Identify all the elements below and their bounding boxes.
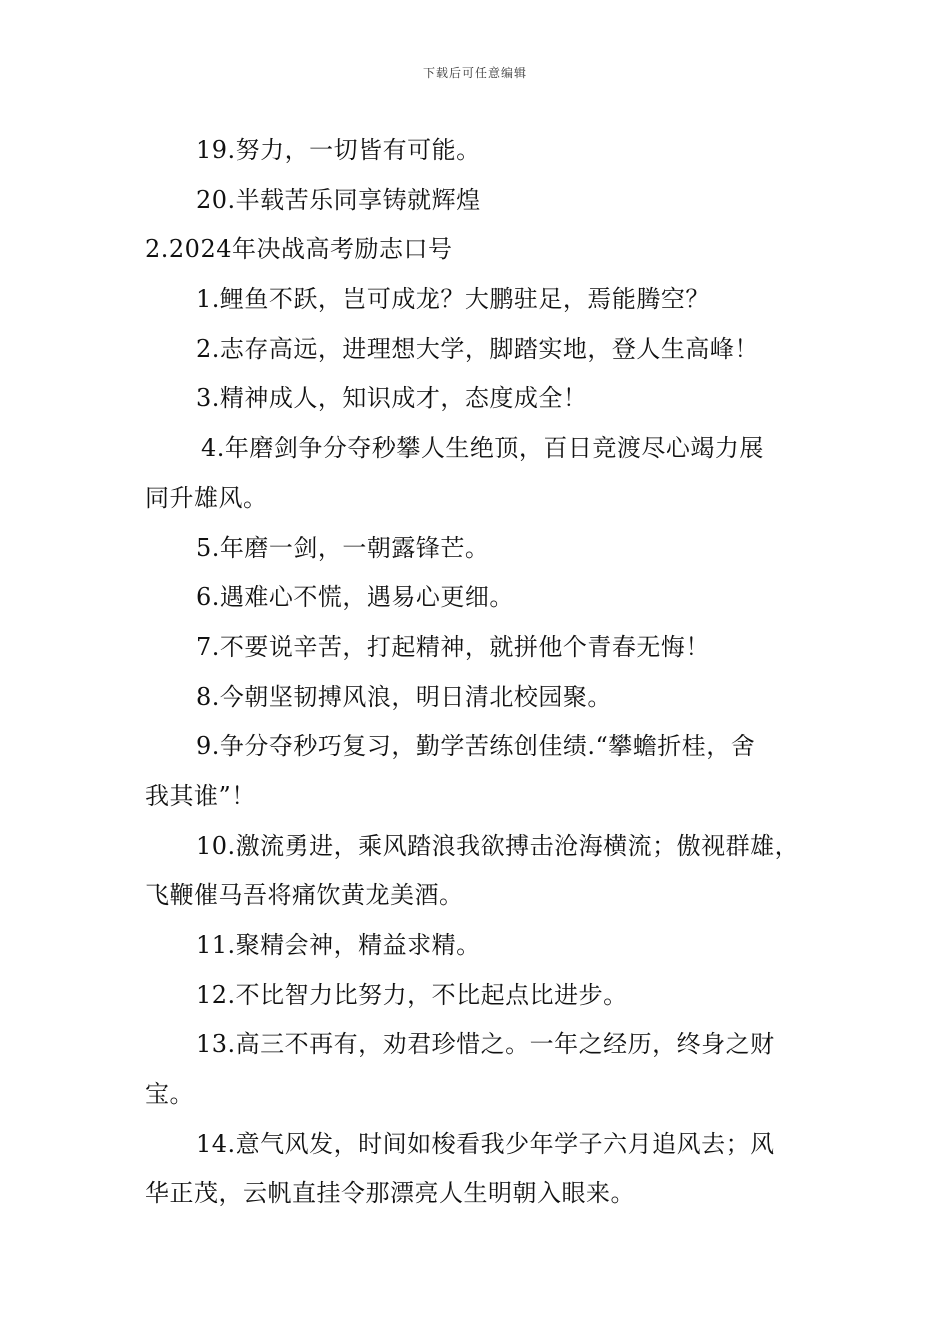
page-header: 下载后可任意编辑 [422, 66, 527, 80]
list-item: 7.不要说辛苦，打起精神，就拼他个青春无悔！ [196, 632, 710, 661]
list-item: 2.志存高远，进理想大学，脚踏实地，登人生高峰！ [196, 334, 759, 363]
list-item: 10.激流勇进，乘风踏浪我欲搏击沧海横流；傲视群雄， [196, 831, 800, 860]
list-item-continuation: 我其谁”！ [145, 781, 256, 810]
list-item: 12.不比智力比努力，不比起点比进步。 [196, 980, 628, 1009]
list-item-continuation: 宝。 [145, 1080, 194, 1109]
list-item: 11.聚精会神，精益求精。 [196, 931, 481, 959]
list-item-continuation: 同升雄风。 [145, 483, 268, 512]
list-item-continuation: 华正茂，云帆直挂令那漂亮人生明朝入眼来。 [145, 1179, 635, 1208]
list-item-continuation: 飞鞭催马吾将痛饮黄龙美酒。 [145, 881, 464, 910]
list-item: 6.遇难心不慌，遇易心更细。 [196, 583, 514, 612]
list-item: 9.争分夺秒巧复习，勤学苦练创佳绩.“攀蟾折桂，舍 [196, 732, 756, 761]
document-body [145, 126, 813, 1219]
list-item: 19.努力，一切皆有可能。 [196, 136, 481, 164]
list-item: 4.年磨剑争分夺秒攀人生绝顶，百日竞渡尽心竭力展 [201, 434, 764, 463]
list-item: 1.鲤鱼不跃，岂可成龙？大鹏驻足，焉能腾空？ [196, 285, 710, 314]
list-item: 20.半载苦乐同享铸就辉煌 [196, 185, 481, 214]
section-heading: 2.2024年决战高考励志口号 [145, 235, 453, 264]
list-item: 13.高三不再有，劝君珍惜之。一年之经历，终身之财 [196, 1030, 775, 1059]
list-item: 8.今朝坚韧搏风浪，明日清北校园聚。 [196, 682, 612, 711]
list-item: 3.精神成人，知识成才，态度成全！ [196, 384, 588, 413]
list-item: 5.年磨一剑，一朝露锋芒。 [196, 533, 490, 562]
list-item: 14.意气风发，时间如梭看我少年学子六月追风去；风 [196, 1129, 775, 1158]
